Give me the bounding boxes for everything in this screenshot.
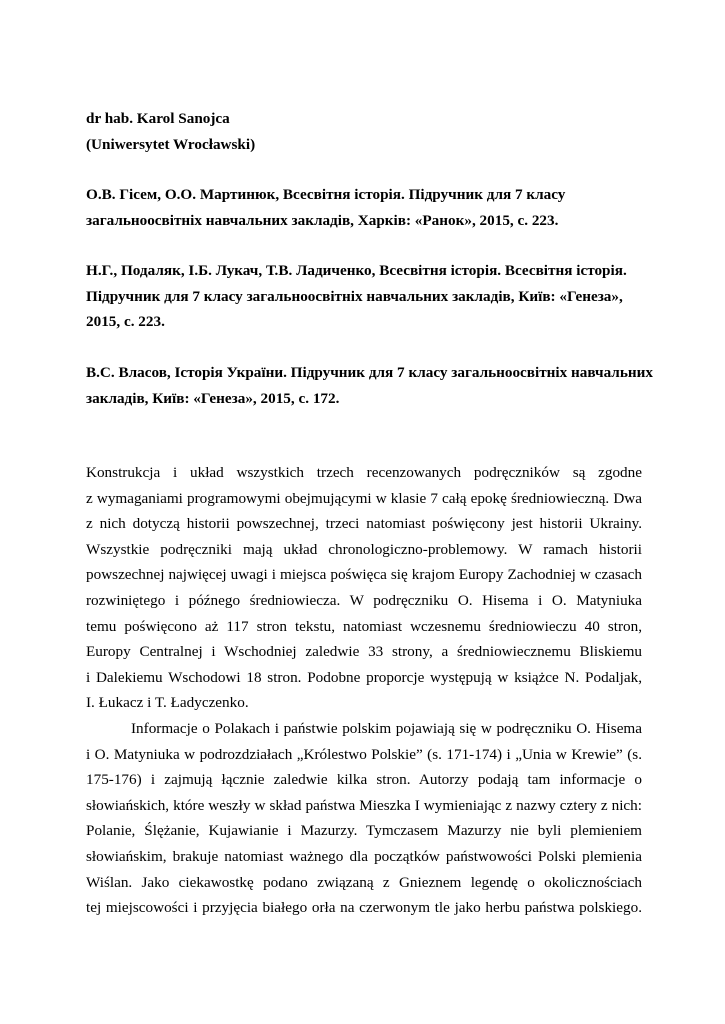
paragraph-line: Europy Centralnej i Wschodniej zaledwie 33 strony, a średniowiecznemu Bliskiemu <box>86 643 642 661</box>
body-paragraph-1 <box>86 460 642 716</box>
paragraph-line: i O. Matyniuka w podrozdziałach „Królestwo Polskie” (s. 171-174) i „Unia w Krewie” (s. <box>86 745 642 763</box>
reviewed-book-3 <box>86 360 653 411</box>
paragraph-line: temu poświęcono aż 117 stron tekstu, natomiast wczesnemu średniowieczu 40 stron, <box>86 617 642 635</box>
reviewed-book-2 <box>86 258 642 335</box>
paragraph-line: Wiślan. Jako ciekawostkę podano związaną z Gnieznem legendę o okolicznościach <box>86 873 642 891</box>
paragraph-line: z wymaganiami programowymi obejmującymi w klasie 7 całą epokę średniowieczną. Dwa <box>86 489 642 507</box>
citation-line: 2015, с. 223. <box>86 313 165 330</box>
citation-line: О.В. Гісем, О.О. Мартинюк, Всесвітня історія. Підручник для 7 класу <box>86 186 566 203</box>
body-paragraph-2 <box>86 716 642 921</box>
paragraph-line: Wszystkie podręczniki mają układ chronologiczno-problemowy. W ramach historii <box>86 540 642 558</box>
paragraph-line: słowiańskim, brakuje natomiast ważnego dla początków państwowości Polski plemienia <box>86 847 642 865</box>
paragraph-line: rozwiniętego i późnego średniowiecza. W podręczniku O. Hisema i O. Matyniuka <box>86 591 642 609</box>
citation-line: загальноосвітніх навчальних закладів, Харків: «Ранок», 2015, с. 223. <box>86 211 559 229</box>
paragraph-line: Polanie, Ślężanie, Kujawianie i Mazurzy. Tymczasem Mazurzy nie byli plemieniem <box>86 822 642 840</box>
citation-line: Н.Г., Подаляк, І.Б. Лукач, Т.В. Ладиченко, Всесвітня історія. Всесвітня історія. <box>86 262 627 279</box>
reviewed-book-1 <box>86 182 642 233</box>
author-name: dr hab. Karol Sanojca <box>86 110 230 127</box>
paragraph-line: Informacje o Polakach i państwie polskim pojawiają się w podręczniku O. Hisema <box>131 720 642 737</box>
citation-line: В.С. Власов, Історія України. Підручник для 7 класу загальноосвітніх навчальних <box>86 364 653 381</box>
paragraph-line: z nich dotyczą historii powszechnej, trzeci natomiast poświęcony jest historii Ukrainy. <box>86 515 642 533</box>
paragraph-line: tej miejscowości i przyjęcia białego orła na czerwonym tle jako herbu państwa polskiego. <box>86 899 642 917</box>
author-affiliation: (Uniwersytet Wrocławski) <box>86 135 256 153</box>
review-author <box>86 106 642 157</box>
paragraph-line: 175-176) i zajmują łącznie zaledwie kilka stron. Autorzy podają tam informacje o <box>86 771 642 789</box>
citation-line: Підручник для 7 класу загальноосвітніх навчальних закладів, Київ: «Генеза», <box>86 287 623 305</box>
paragraph-line: i Dalekiemu Wschodowi 18 stron. Podobne proporcje występują w książce N. Podaljak, <box>86 668 642 686</box>
paragraph-line: słowiańskich, które weszły w skład państwa Mieszka I wymieniając z nazwy cztery z nich: <box>86 796 642 814</box>
citation-line: закладів, Київ: «Генеза», 2015, с. 172. <box>86 389 340 407</box>
paragraph-line: Konstrukcja i układ wszystkich trzech recenzowanych podręczników są zgodne <box>86 464 642 481</box>
paragraph-line: I. Łukacz i T. Ładyczenko. <box>86 694 249 712</box>
paragraph-line: powszechnej najwięcej uwagi i miejsca poświęca się krajom Europy Zachodniej w czasach <box>86 566 642 584</box>
